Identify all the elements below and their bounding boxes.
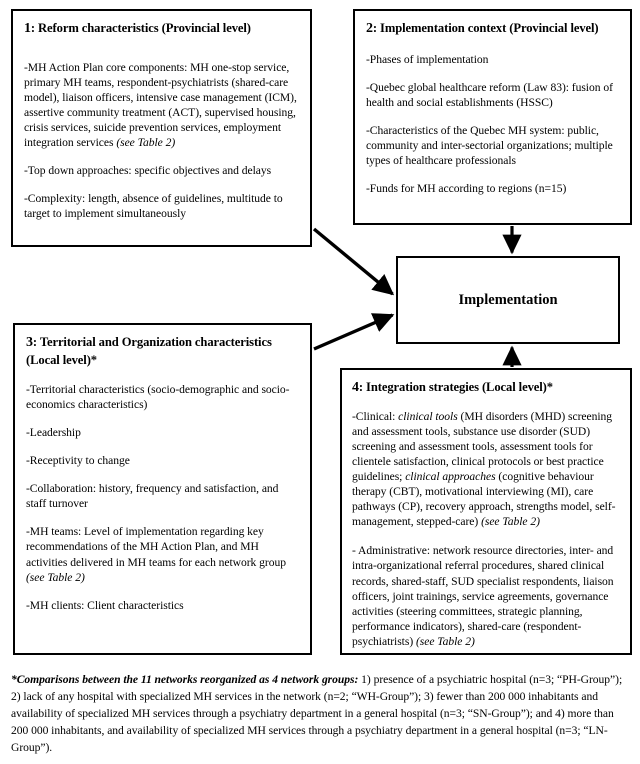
box2-bullet-4: -Funds for MH according to regions (n=15) bbox=[366, 182, 567, 196]
arrow-box3-to-implementation bbox=[314, 315, 393, 349]
box4-bullet-clinical: -Clinical: clinical tools (MH disorders (MHD) screening and assessment tools, substance use disorder (SUD) screening and assessment tools, assessment tools for clientele satisfaction, clinical protocols or best practice guidelines; clinical approaches (cognitive behaviour therapy (CBT), motivational interviewing (MI), care pathways (CP), recovery approach, strengths model, self-management, stepped-care) (see Table 2) bbox=[352, 409, 616, 529]
figure-footnote bbox=[11, 672, 629, 757]
box4-title-text: : Integration strategies (Local level)* bbox=[358, 380, 553, 394]
box-territorial-organization-characteristics bbox=[13, 323, 312, 655]
footnote-rest: 1) presence of a psychiatric hospital (n=3; “PH-Group”); 2) lack of any hospital with specialized MH services in the network (n=2; “WH-Group”); 3) fewer than 200 000 inhabitants and availability of specialized MH services through a psychiatry department in a general hospital (n=3; “SN-Group”); and 4) more than 200 000 inhabitants, and availability of specialized MH services through a psychiatry department in a general hospital (n=3; “LN-Group”). bbox=[11, 673, 623, 754]
box3-title-text: : Territorial and Organization characteristics (Local level)* bbox=[26, 335, 272, 367]
box4-bullet-administrative: - Administrative: network resource directories, inter- and intra-organizational referral procedures, shared clinical records, shared-staff, SUD specialist respondents, liaison officers, joint trainings, service agreements, governance activities (steering committees, strategic planning, performance indicators), shared-care (respondent-psychiatrists) (see Table 2) bbox=[352, 544, 614, 648]
footnote-lead: *Comparisons between the 11 networks reorganized as 4 network groups: bbox=[11, 673, 359, 686]
box1-bullet-3: -Complexity: length, absence of guidelines, multitude to target to implement simultaneously bbox=[24, 192, 283, 221]
box3-bullet-4: -Collaboration: history, frequency and satisfaction, and staff turnover bbox=[26, 482, 279, 511]
implementation-label: Implementation bbox=[458, 291, 558, 308]
box4-title bbox=[352, 379, 621, 397]
arrow-box1-to-implementation bbox=[314, 229, 393, 294]
box3-bullet-5: -MH teams: Level of implementation regarding key recommendations of the MH Action Plan, and MH activities delivered in MH teams for each network group (see Table 2) bbox=[26, 525, 286, 584]
box-reform-characteristics bbox=[11, 9, 312, 247]
box1-title bbox=[24, 20, 299, 38]
box1-bullet-2: -Top down approaches: specific objectives and delays bbox=[24, 164, 272, 178]
box2-bullet-3: -Characteristics of the Quebec MH system: public, community and inter-sectorial organizations; multiple types of healthcare professionals bbox=[366, 124, 613, 168]
box3-number: 3 bbox=[26, 335, 33, 350]
box-implementation bbox=[396, 256, 620, 344]
box2-title bbox=[366, 20, 620, 38]
box3-title bbox=[26, 334, 300, 368]
box1-number: 1 bbox=[24, 21, 31, 36]
box1-bullet-1: -MH Action Plan core components: MH one-stop service, primary MH teams, respondent-psychiatrists (shared-care model), liaison officers, intensive case management (ICM), assertive community treatment (ACT), supervised housing, crisis services, suicide prevention services, employment integration services (see Table 2) bbox=[24, 60, 297, 150]
box2-title-text: : Implementation context (Provincial level) bbox=[372, 21, 599, 35]
box4-number: 4 bbox=[352, 380, 359, 395]
box-implementation-context bbox=[353, 9, 632, 225]
box2-number: 2 bbox=[366, 21, 373, 36]
box3-bullet-3: -Receptivity to change bbox=[26, 454, 130, 468]
box3-bullet-1: -Territorial characteristics (socio-demographic and socio-economics characteristics) bbox=[26, 383, 290, 412]
box3-bullet-2: -Leadership bbox=[26, 426, 81, 440]
box1-title-text: : Reform characteristics (Provincial level) bbox=[30, 21, 251, 35]
box3-bullet-6: -MH clients: Client characteristics bbox=[26, 598, 184, 612]
box2-bullet-2: -Quebec global healthcare reform (Law 83): fusion of health and social establishments (HSSC) bbox=[366, 80, 613, 110]
box-integration-strategies bbox=[340, 368, 632, 655]
box2-bullet-1: -Phases of implementation bbox=[366, 52, 489, 66]
